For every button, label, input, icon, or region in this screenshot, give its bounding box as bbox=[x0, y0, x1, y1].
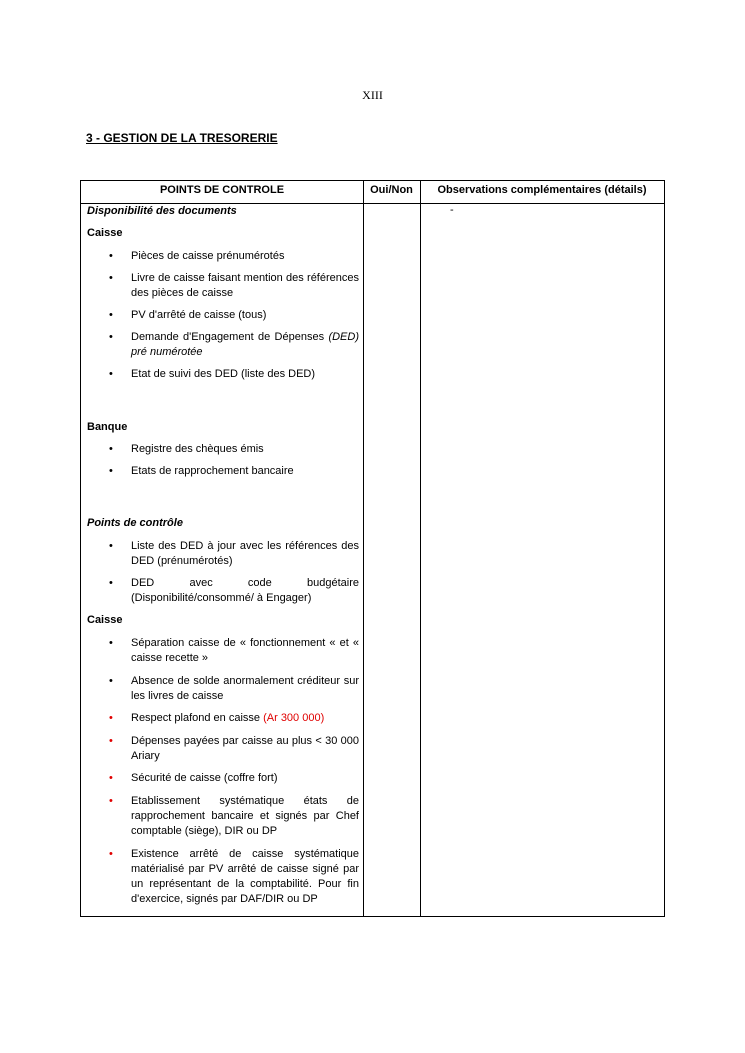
header-observations: Observations complémentaires (détails) bbox=[437, 184, 647, 196]
bullet-icon: • bbox=[109, 675, 113, 687]
list-item: • Demande d'Engagement de Dépenses (DED) pré numérotée bbox=[109, 331, 359, 358]
header-points: POINTS DE CONTROLE bbox=[159, 184, 285, 196]
section-title: 3 - GESTION DE LA TRESORERIE bbox=[86, 131, 278, 145]
caisse-controle-list bbox=[87, 636, 359, 907]
red-bullet-icon: • bbox=[109, 848, 113, 860]
points-controle-heading: Points de contrôle bbox=[87, 517, 183, 529]
list-item: • Sécurité de caisse (coffre fort) bbox=[109, 772, 278, 784]
ded-italic-text: (DED) pré numérotée bbox=[131, 331, 359, 358]
bullet-icon: • bbox=[109, 443, 113, 455]
page-number: XIII bbox=[362, 88, 383, 102]
list-item: • DED avec code budgétaire (Disponibilité/consommé/ à Engager) bbox=[109, 577, 359, 604]
banque-document-list bbox=[87, 442, 359, 479]
caisse-controle-heading: Caisse bbox=[87, 614, 123, 626]
red-bullet-icon: • bbox=[109, 735, 113, 747]
list-item: • Registre des chèques émis bbox=[109, 443, 264, 455]
points-column bbox=[87, 204, 359, 907]
header-oui-non: Oui/Non bbox=[370, 184, 413, 196]
bullet-icon: • bbox=[109, 250, 113, 262]
list-item: • Séparation caisse de « fonctionnement « et « caisse recette » bbox=[109, 637, 359, 664]
caisse-document-list bbox=[87, 249, 359, 382]
list-item: • Respect plafond en caisse (Ar 300 000) bbox=[109, 712, 325, 724]
list-item: • Etats de rapprochement bancaire bbox=[109, 465, 294, 477]
list-item: • PV d'arrêté de caisse (tous) bbox=[109, 309, 267, 321]
red-bullet-icon: • bbox=[109, 795, 113, 807]
column-divider-2 bbox=[420, 181, 421, 916]
list-item: • Etat de suivi des DED (liste des DED) bbox=[109, 368, 316, 380]
disponibilite-heading: Disponibilité des documents bbox=[87, 205, 237, 217]
bullet-icon: • bbox=[109, 540, 113, 552]
list-item: • Absence de solde anormalement créditeur sur les livres de caisse bbox=[109, 675, 359, 702]
bullet-icon: • bbox=[109, 637, 113, 649]
red-bullet-icon: • bbox=[109, 772, 113, 784]
points-controle-list bbox=[87, 539, 359, 606]
list-item: • Liste des DED à jour avec les références des DED (prénumérotés) bbox=[109, 540, 359, 567]
bullet-icon: • bbox=[109, 331, 113, 343]
list-item: • Etablissement systématique états de rapprochement bancaire et signés par Chef comptable (siège), DIR ou DP bbox=[109, 795, 359, 837]
plafond-amount: (Ar 300 000) bbox=[263, 712, 325, 724]
list-item: • Livre de caisse faisant mention des références des pièces de caisse bbox=[109, 272, 359, 299]
list-item: • Pièces de caisse prénumérotés bbox=[109, 250, 285, 262]
list-item: • Dépenses payées par caisse au plus < 30 000 Ariary bbox=[109, 735, 359, 762]
observation-dash: - bbox=[450, 204, 454, 216]
bullet-icon: • bbox=[109, 272, 113, 284]
bullet-icon: • bbox=[109, 309, 113, 321]
banque-heading: Banque bbox=[87, 421, 128, 433]
red-bullet-icon: • bbox=[109, 712, 113, 724]
bullet-icon: • bbox=[109, 465, 113, 477]
bullet-icon: • bbox=[109, 368, 113, 380]
column-divider-1 bbox=[363, 181, 364, 916]
caisse-heading: Caisse bbox=[87, 227, 123, 239]
bullet-icon: • bbox=[109, 577, 113, 589]
list-item: • Existence arrêté de caisse systématique matérialisé par PV arrêté de caisse signé par un représentant de la comptabilité. Pour fin d'exercice, signés par DAF/DIR ou DP bbox=[109, 848, 359, 905]
control-table bbox=[80, 180, 665, 917]
